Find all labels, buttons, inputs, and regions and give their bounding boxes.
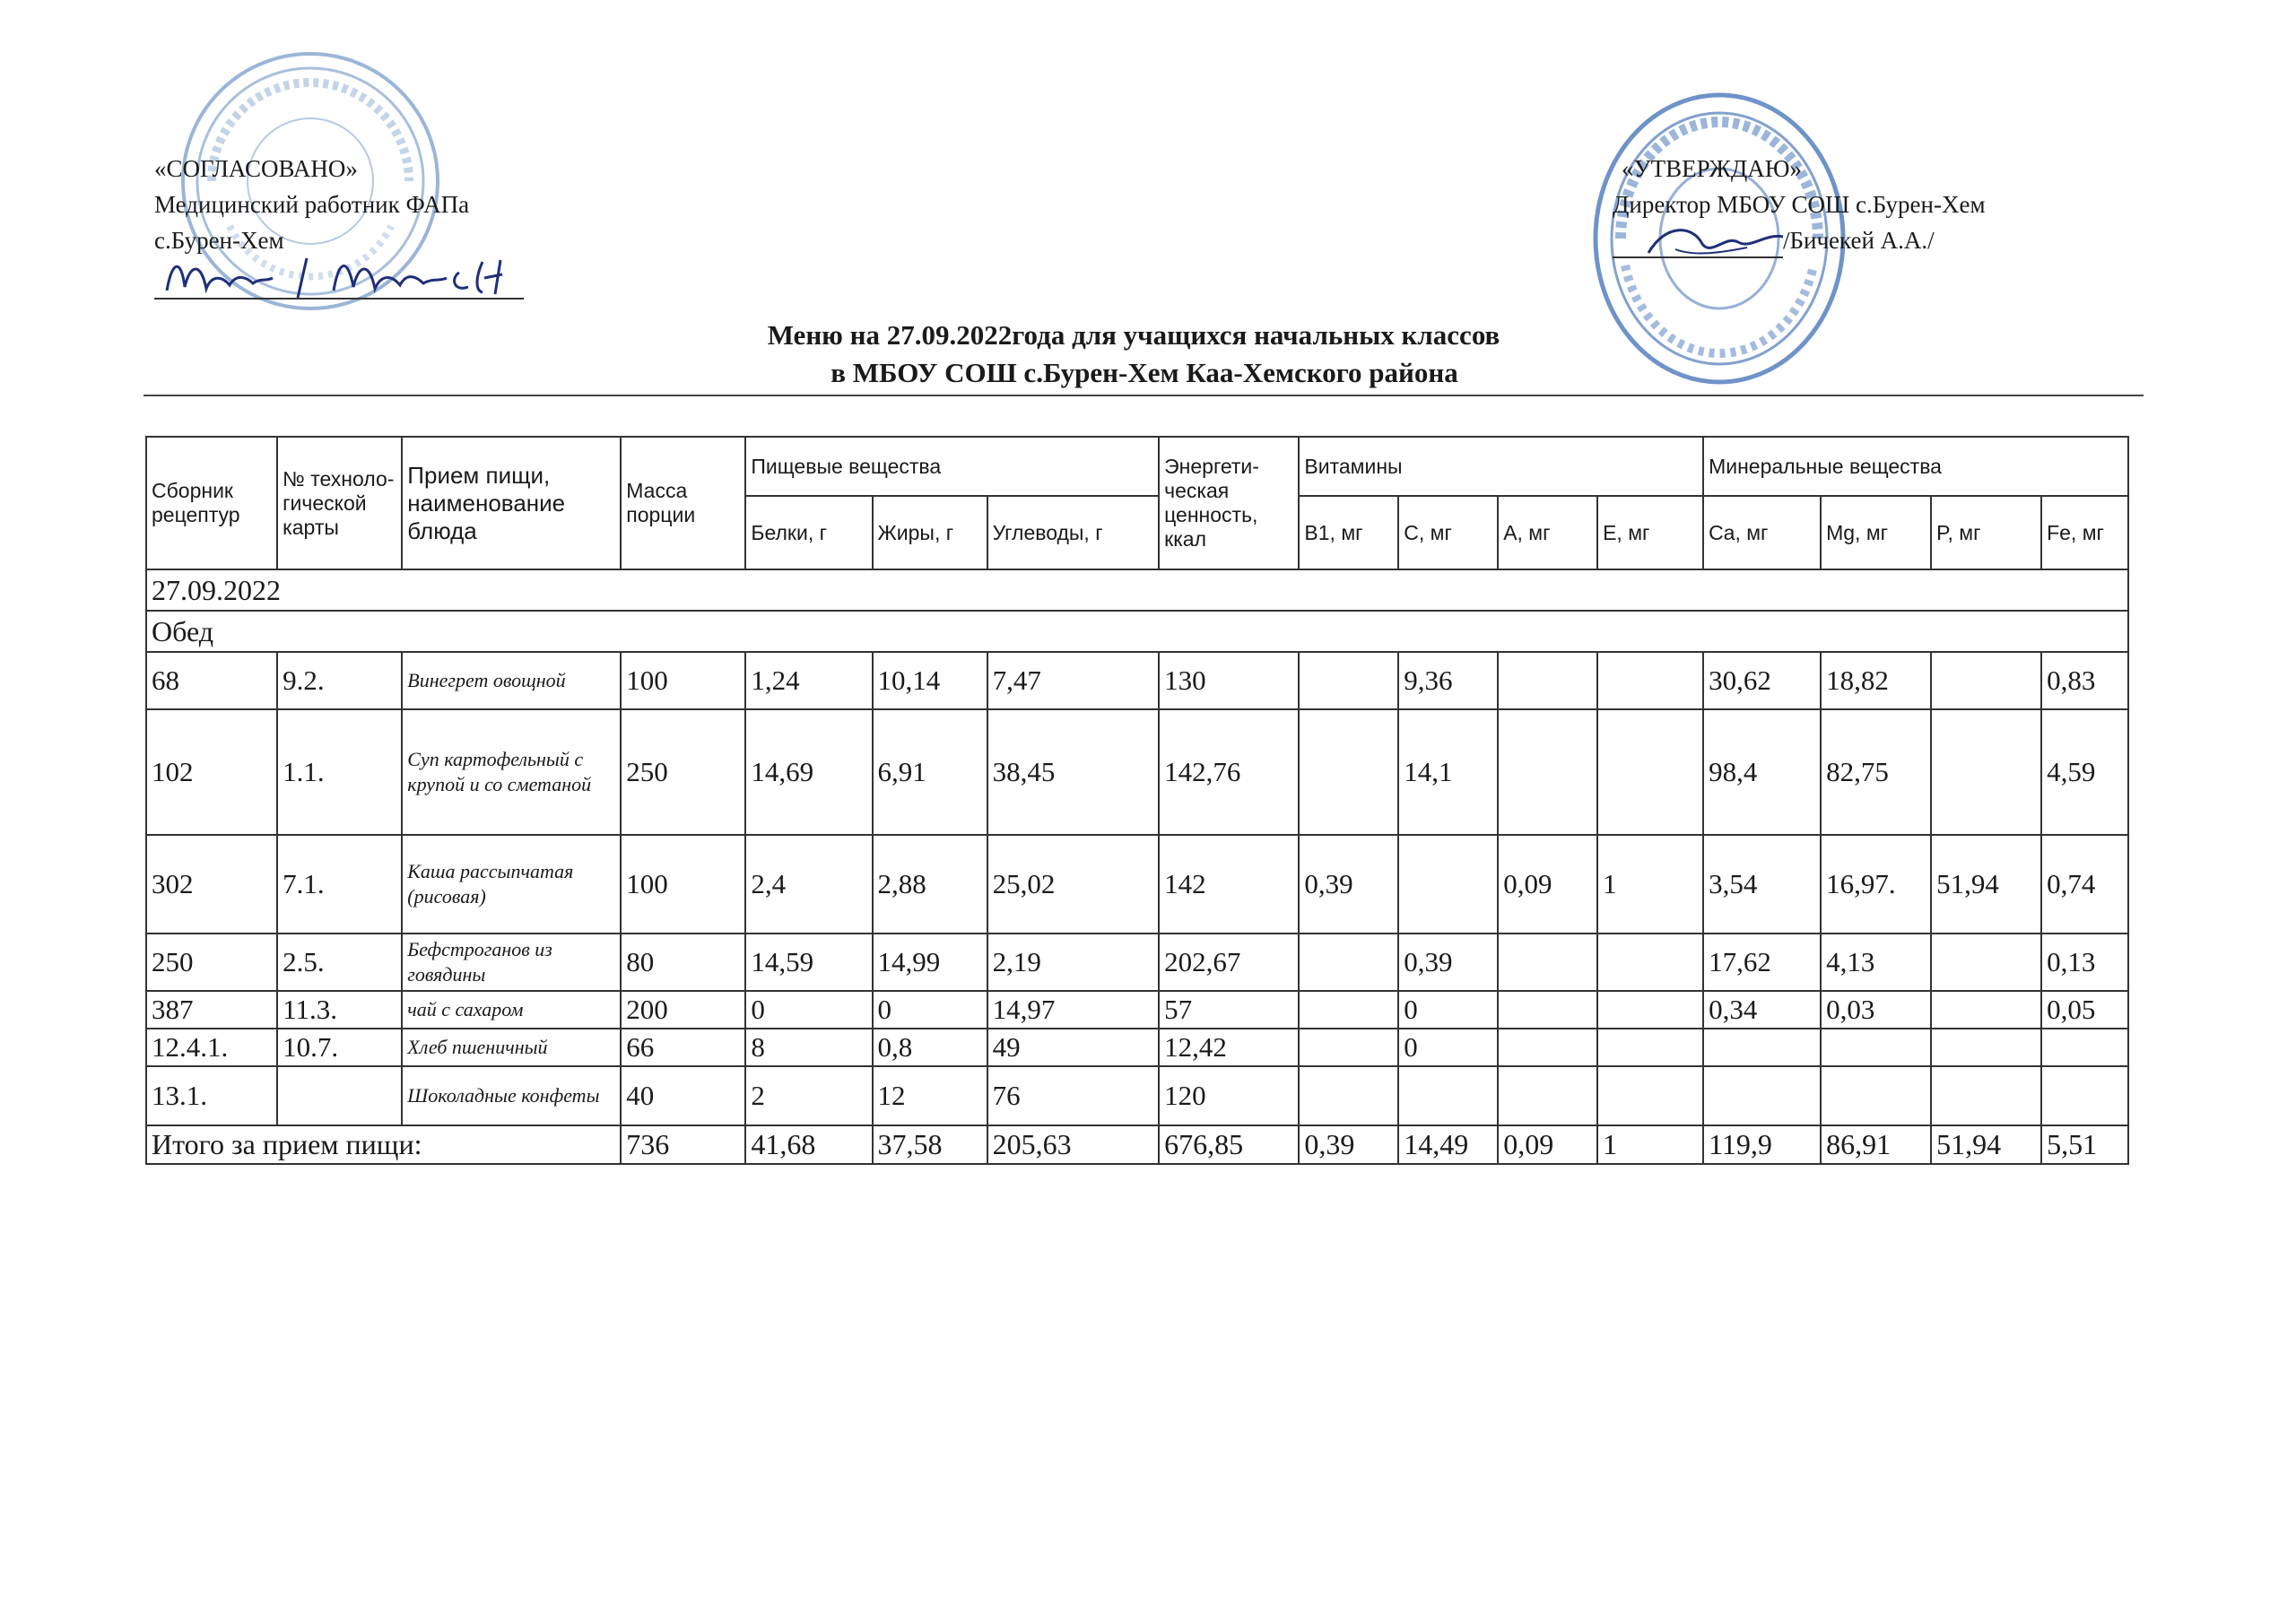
table-cell: 302	[146, 835, 277, 934]
table-cell: 68	[146, 652, 277, 709]
menu-title-line1: Меню на 27.09.2022года для учащихся начальных классов	[767, 319, 1500, 351]
table-cell: 2,4	[745, 835, 872, 934]
table-cell	[1597, 934, 1703, 991]
table-cell	[1498, 1066, 1597, 1125]
table-cell: 14,59	[745, 934, 872, 991]
table-row	[146, 1066, 2128, 1125]
table-cell: 2.5.	[277, 934, 402, 991]
header-p: P, мг	[1931, 496, 2041, 569]
table-cell	[1398, 1066, 1498, 1125]
header-vitamins: Витамины	[1299, 437, 1703, 496]
table-cell: 9,36	[1398, 652, 1498, 709]
menu-table	[145, 436, 2129, 1165]
dish-name-cell: Винегрет овощной	[402, 652, 621, 709]
table-cell	[2041, 1029, 2128, 1066]
header-carbs: Углеводы, г	[987, 496, 1160, 569]
table-cell	[1299, 652, 1398, 709]
table-cell	[1597, 652, 1703, 709]
dish-name-cell: Каша рассыпчатая (рисовая)	[402, 835, 621, 934]
header-e: E, мг	[1597, 496, 1703, 569]
table-cell	[1821, 1066, 1931, 1125]
total-value-cell: 676,85	[1159, 1125, 1299, 1164]
table-cell	[1931, 934, 2041, 991]
header-b1: B1, мг	[1299, 496, 1398, 569]
table-cell: 14,69	[745, 709, 872, 835]
table-row	[146, 934, 2128, 991]
total-value-cell: 205,63	[987, 1125, 1160, 1164]
table-cell	[1931, 1029, 2041, 1066]
table-cell: 76	[987, 1066, 1160, 1125]
table-cell: 7,47	[987, 652, 1160, 709]
table-cell	[1931, 991, 2041, 1029]
dish-name-cell: Бефстроганов из говядины	[402, 934, 621, 991]
table-cell: 0,8	[873, 1029, 987, 1066]
table-cell	[1597, 1029, 1703, 1066]
approval-left-signature-line	[154, 258, 524, 300]
table-cell: 8	[745, 1029, 872, 1066]
table-cell: 142	[1159, 835, 1299, 934]
menu-table-body	[146, 569, 2128, 1125]
header-energy: Энергети-ческая ценность, ккал	[1159, 437, 1299, 569]
header-collection: Сборник рецептур	[146, 437, 277, 569]
handwritten-signature-right	[1639, 217, 1801, 262]
dish-name-cell: Хлеб пшеничный	[402, 1029, 621, 1066]
table-cell: 11.3.	[277, 991, 402, 1029]
header-minerals: Минеральные вещества	[1703, 437, 2128, 496]
table-cell: 82,75	[1821, 709, 1931, 835]
total-value-cell: 119,9	[1703, 1125, 1821, 1164]
header-protein: Белки, г	[745, 496, 872, 569]
table-cell: 0	[1398, 1029, 1498, 1066]
approval-left-place: с.Бурен-Хем	[154, 227, 284, 254]
title-underline	[144, 395, 2144, 396]
table-cell: 13.1.	[146, 1066, 277, 1125]
table-cell: 18,82	[1821, 652, 1931, 709]
header-mg: Mg, мг	[1821, 496, 1931, 569]
header-fe: Fe, мг	[2041, 496, 2128, 569]
total-value-cell: 51,94	[1931, 1125, 2041, 1164]
total-value-cell: 37,58	[873, 1125, 987, 1164]
table-cell: 16,97.	[1821, 835, 1931, 934]
table-cell: 2,19	[987, 934, 1160, 991]
table-cell: 30,62	[1703, 652, 1821, 709]
dish-name-cell: Суп картофельный с крупой и со сметаной	[402, 709, 621, 835]
table-cell	[1299, 709, 1398, 835]
header-ca: Ca, мг	[1703, 496, 1821, 569]
table-cell	[1299, 991, 1398, 1029]
table-cell: 0	[873, 991, 987, 1029]
dish-name-cell: чай с сахаром	[402, 991, 621, 1029]
table-cell: 17,62	[1703, 934, 1821, 991]
table-cell	[1703, 1029, 1821, 1066]
table-cell: 38,45	[987, 709, 1160, 835]
table-cell: 0	[745, 991, 872, 1029]
table-cell: 387	[146, 991, 277, 1029]
table-cell: 0,74	[2041, 835, 2128, 934]
table-cell: 2,88	[873, 835, 987, 934]
header-mass: Масса порции	[621, 437, 745, 569]
table-cell: 0,34	[1703, 991, 1821, 1029]
total-value-cell: 1	[1597, 1125, 1703, 1164]
table-cell: 3,54	[1703, 835, 1821, 934]
approval-left-heading: «СОГЛАСОВАНО»	[154, 155, 358, 182]
header-c: C, мг	[1398, 496, 1498, 569]
approval-right-heading: «УТВЕРЖДАЮ»	[1622, 155, 1803, 182]
table-cell: 9.2.	[277, 652, 402, 709]
approval-right-name: /Бичекей А.А./	[1783, 227, 1935, 254]
table-cell: 7.1.	[277, 835, 402, 934]
table-cell: 2	[745, 1066, 872, 1125]
table-cell: 200	[621, 991, 745, 1029]
handwritten-signature-left	[154, 251, 531, 301]
total-value-cell: 41,68	[745, 1125, 872, 1164]
table-cell: 14,99	[873, 934, 987, 991]
table-cell: 12.4.1.	[146, 1029, 277, 1066]
table-cell: 1	[1597, 835, 1703, 934]
table-cell: 0,09	[1498, 835, 1597, 934]
table-cell: 6,91	[873, 709, 987, 835]
header-a: A, мг	[1498, 496, 1597, 569]
table-cell: 0,03	[1821, 991, 1931, 1029]
table-cell	[1821, 1029, 1931, 1066]
meal-row: Обед	[146, 611, 2128, 652]
table-cell: 40	[621, 1066, 745, 1125]
table-cell	[1498, 934, 1597, 991]
table-cell: 12	[873, 1066, 987, 1125]
table-cell: 0,05	[2041, 991, 2128, 1029]
table-row	[146, 709, 2128, 835]
header-fat: Жиры, г	[873, 496, 987, 569]
table-cell: 102	[146, 709, 277, 835]
approval-right-sign-row	[1613, 222, 1986, 258]
table-cell: 80	[621, 934, 745, 991]
table-cell: 250	[621, 709, 745, 835]
total-value-cell: 0,39	[1299, 1125, 1398, 1164]
total-value-cell: 14,49	[1398, 1125, 1498, 1164]
table-cell: 66	[621, 1029, 745, 1066]
table-cell: 0,39	[1299, 835, 1398, 934]
table-cell: 1.1.	[277, 709, 402, 835]
header-nutrients: Пищевые вещества	[745, 437, 1159, 496]
table-cell	[1931, 1066, 2041, 1125]
total-row	[146, 1125, 2128, 1164]
date-row: 27.09.2022	[146, 569, 2128, 611]
table-cell	[1498, 1029, 1597, 1066]
table-cell	[277, 1066, 402, 1125]
table-cell: 12,42	[1159, 1029, 1299, 1066]
table-cell	[1498, 652, 1597, 709]
header-meal: Прием пищи, наименование блюда	[402, 437, 621, 569]
total-value-cell: 86,91	[1821, 1125, 1931, 1164]
table-cell	[1931, 652, 2041, 709]
total-value-cell: 736	[621, 1125, 745, 1164]
table-cell	[1299, 1029, 1398, 1066]
table-cell	[1597, 709, 1703, 835]
table-cell: 4,13	[1821, 934, 1931, 991]
table-cell: 10.7.	[277, 1029, 402, 1066]
table-row	[146, 835, 2128, 934]
table-cell: 0	[1398, 991, 1498, 1029]
table-cell: 25,02	[987, 835, 1160, 934]
table-cell: 14,1	[1398, 709, 1498, 835]
header-tech-card: № техноло-гической карты	[277, 437, 402, 569]
total-label: Итого за прием пищи:	[146, 1125, 621, 1164]
table-row	[146, 652, 2128, 709]
table-cell: 130	[1159, 652, 1299, 709]
table-cell: 14,97	[987, 991, 1160, 1029]
menu-title-line2: в МБОУ СОШ с.Бурен-Хем Каа-Хемского района	[831, 357, 1458, 388]
table-cell: 49	[987, 1029, 1160, 1066]
total-value-cell: 0,09	[1498, 1125, 1597, 1164]
table-cell: 0,13	[2041, 934, 2128, 991]
table-cell: 250	[146, 934, 277, 991]
table-cell	[1931, 709, 2041, 835]
table-cell	[1299, 934, 1398, 991]
table-cell: 51,94	[1931, 835, 2041, 934]
table-cell: 10,14	[873, 652, 987, 709]
table-cell	[1299, 1066, 1398, 1125]
table-cell	[1597, 1066, 1703, 1125]
approval-right-role: Директор МБОУ СОШ с.Бурен-Хем	[1613, 191, 1986, 218]
table-cell	[1597, 991, 1703, 1029]
approval-right-signature-line	[1613, 226, 1783, 258]
table-cell: 0,83	[2041, 652, 2128, 709]
table-cell: 57	[1159, 991, 1299, 1029]
table-cell: 98,4	[1703, 709, 1821, 835]
table-cell: 4,59	[2041, 709, 2128, 835]
table-cell: 142,76	[1159, 709, 1299, 835]
table-row	[146, 991, 2128, 1029]
total-value-cell: 5,51	[2041, 1125, 2128, 1164]
table-row	[146, 1029, 2128, 1066]
table-cell	[2041, 1066, 2128, 1125]
table-cell: 120	[1159, 1066, 1299, 1125]
table-cell: 0,39	[1398, 934, 1498, 991]
approval-left-role: Медицинский работник ФАПа	[154, 191, 470, 218]
table-cell	[1703, 1066, 1821, 1125]
table-cell: 100	[621, 835, 745, 934]
table-cell: 100	[621, 652, 745, 709]
table-cell	[1498, 709, 1597, 835]
approval-left	[154, 151, 524, 300]
table-cell: 1,24	[745, 652, 872, 709]
table-cell	[1398, 835, 1498, 934]
approval-right	[1613, 151, 1986, 258]
table-cell: 202,67	[1159, 934, 1299, 991]
dish-name-cell: Шоколадные конфеты	[402, 1066, 621, 1125]
table-cell	[1498, 991, 1597, 1029]
